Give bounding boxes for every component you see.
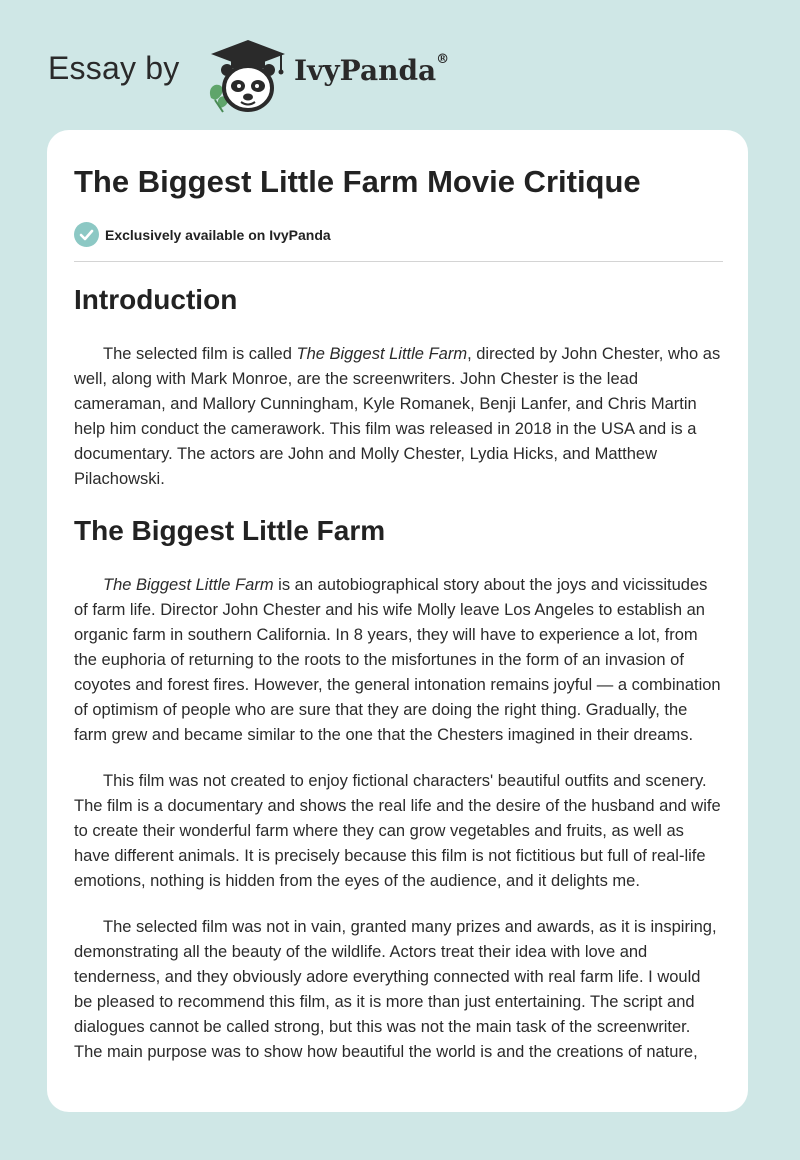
divider (74, 261, 723, 262)
brand-name[interactable]: IvyPanda® (294, 52, 450, 87)
section-heading-farm: The Biggest Little Farm (74, 515, 386, 546)
essay-body (74, 282, 723, 1065)
registered-mark: ® (436, 52, 450, 67)
paragraph: The Biggest Little Farm is an autobiographical story about the joys and vicissitudes of farm life. Director John Chester and his wife Molly leave Los Angeles to establish an organic farm in southern California. In 8 years, they will have to experience a lot, from the euphoria of returning to the roots to the misfortunes in the form of an invasion of coyotes and forest fires. However, the general intonation remains joyful — a combination of optimism of people who are sure that they are doing the right thing. Gradually, the farm grew and became similar to the one that the Chesters imagined in their dreams. (74, 576, 721, 744)
page-title: The Biggest Little Farm Movie Critique (74, 164, 641, 199)
site-header (48, 30, 648, 116)
panda-graduate-icon[interactable] (203, 36, 293, 116)
check-circle-icon (74, 222, 99, 247)
section-heading-introduction: Introduction (74, 284, 238, 315)
essay-card (47, 130, 748, 1112)
essay-by-label: Essay by (48, 50, 180, 86)
paragraph: The selected film was not in vain, granted many prizes and awards, as it is inspiring, demonstrating all the beauty of the wildlife. Actors treat their idea with love and tenderness, and they obviously adore everything connected with real farm life. I would be pleased to recommend this film, as it is more than just entertaining. The script and dialogues cannot be called strong, but this was not the main task of the screenwriter. The main purpose was to show how beautiful the world is and the creations of nature, (74, 918, 717, 1061)
paragraph: This film was not created to enjoy fictional characters' beautiful outfits and scenery. The film is a documentary and shows the real life and the desire of the husband and wife to create their wonderful farm where they can grow vegetables and fruits, as well as have different animals. It is precisely because this film is not fictitious but full of real-life emotions, nothing is hidden from the eyes of the audience, and it delights me. (74, 772, 721, 890)
exclusive-label: Exclusively available on IvyPanda (105, 227, 331, 243)
paragraph: The selected film is called The Biggest Little Farm, directed by John Chester, who as well, along with Mark Monroe, are the screenwriters. John Chester is the lead cameraman, and Mallory Cunningham, Kyle Romanek, Benji Lanfer, and Chris Martin help him conduct the camerawork. This film was released in 2018 in the USA and is a documentary. The actors are John and Molly Chester, Lydia Hicks, and Matthew Pilachowski. (74, 345, 721, 488)
